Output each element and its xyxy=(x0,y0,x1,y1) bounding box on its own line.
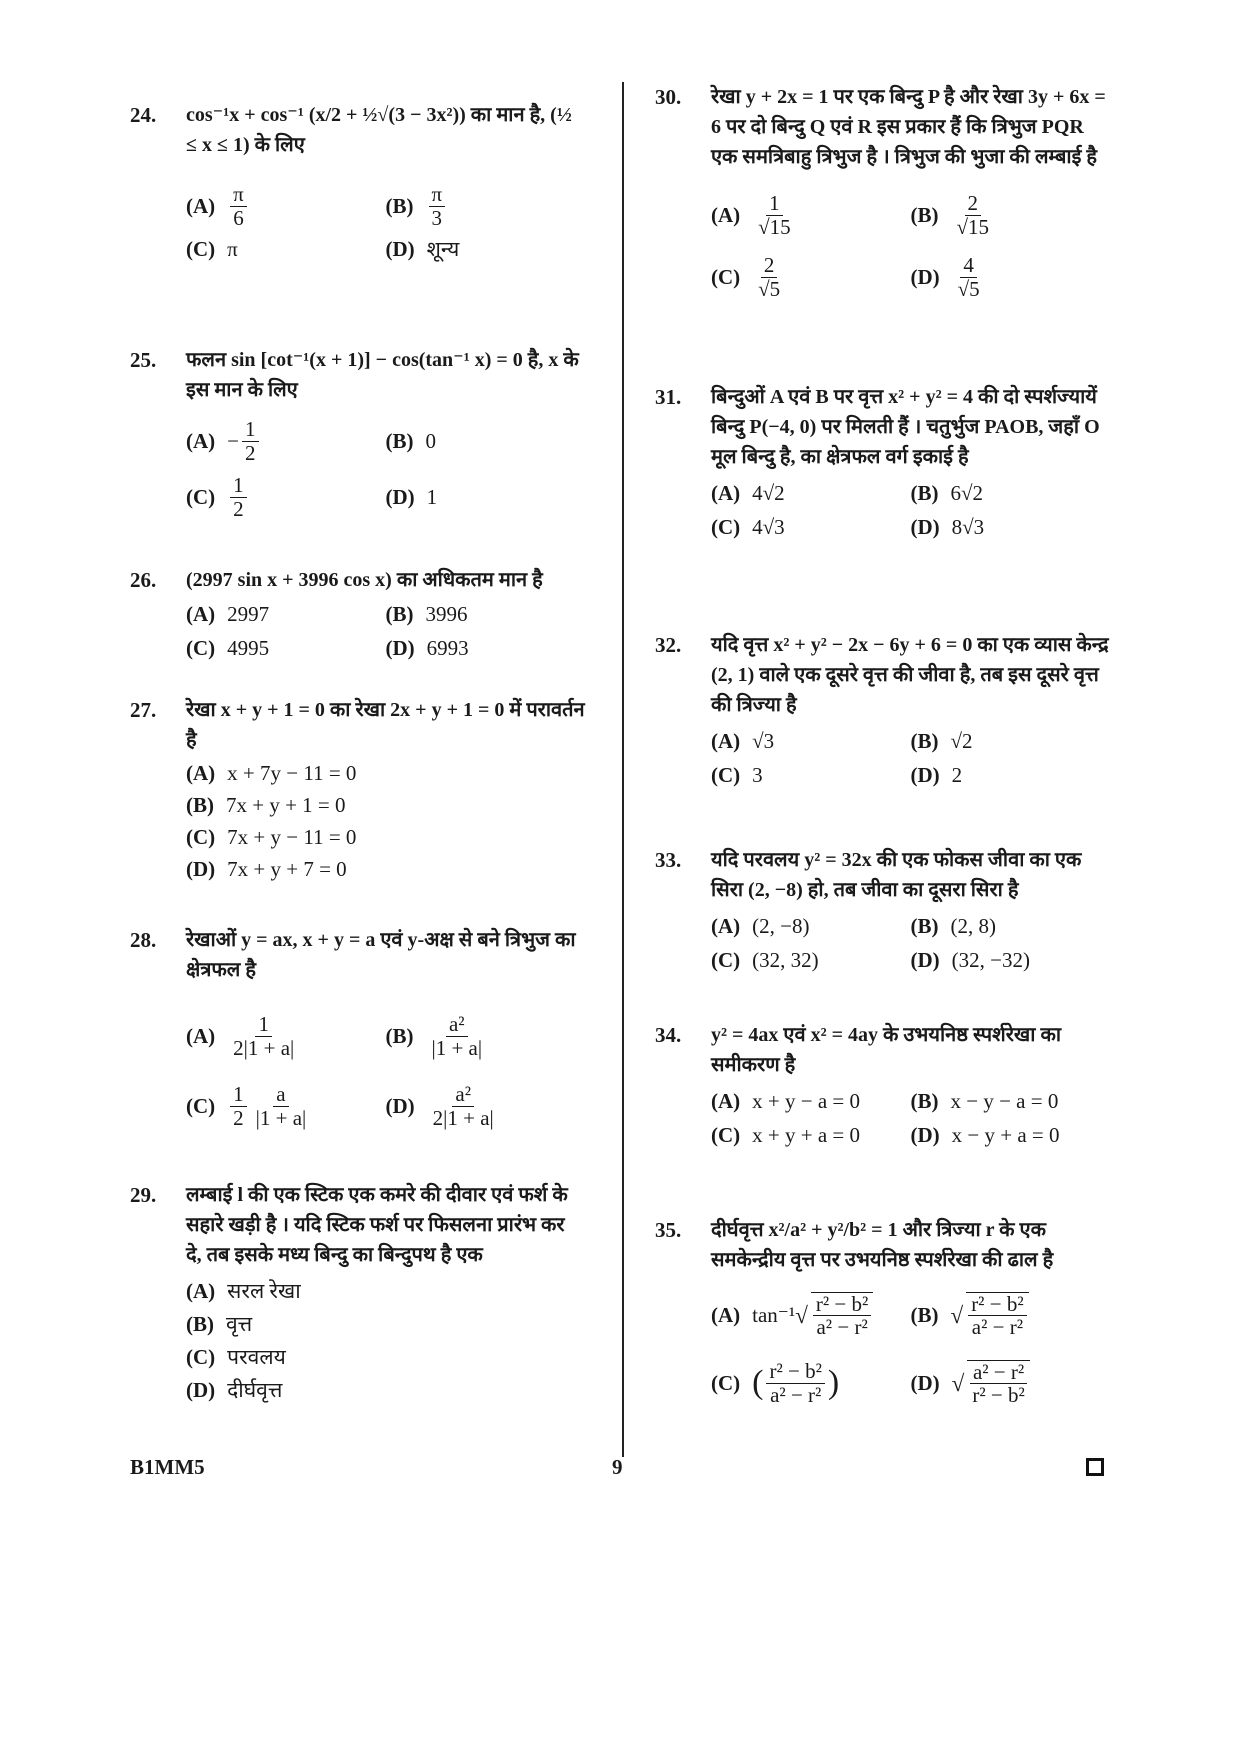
question-29 xyxy=(130,1180,585,1406)
fraction: $\frac{1}{2}$ xyxy=(242,418,259,463)
option-a[interactable]: (A) x + y − a = 0 xyxy=(711,1089,861,1113)
option-a[interactable]: (A) 4√2 xyxy=(711,481,785,505)
option-c[interactable]: (C) 3 xyxy=(711,763,763,787)
fraction: $\frac{\text{r² − b²}}{\text{a² − r²}}$ xyxy=(966,1292,1028,1338)
option-c[interactable]: (C) x + y + a = 0 xyxy=(711,1123,861,1147)
options xyxy=(711,724,1110,792)
question-24 xyxy=(130,100,585,266)
option-d[interactable]: (D) 7x + y + 7 = 0 xyxy=(186,857,347,881)
option-a[interactable]: (A) √3 xyxy=(711,729,775,753)
square-mark-icon xyxy=(1086,1458,1104,1476)
question-text: लम्बाई l की एक स्टिक एक कमरे की दीवार एवं फर्श के सहारे खड़ी है । यदि स्टिक फर्श पर फिसलना प्रारंभ कर दे, तब इसके मध्य बिन्दु का बिन्दुपथ है एक xyxy=(186,1184,568,1266)
question-number: 34. xyxy=(655,1023,682,1047)
option-d[interactable]: (D) 2 xyxy=(910,763,963,787)
options xyxy=(711,1281,1110,1417)
option-a[interactable]: (A) (2, −8) xyxy=(711,914,810,938)
option-a[interactable]: (A) 2997 xyxy=(186,602,270,626)
option-b[interactable]: (B) 0 xyxy=(385,429,436,453)
option-c[interactable]: (C) (32, 32) xyxy=(711,948,819,972)
question-text: (2997 sin x + 3996 cos x) का अधिकतम मान है xyxy=(186,569,543,591)
option-d[interactable]: (D) 8√3 xyxy=(910,515,985,539)
option-c[interactable]: (C) $\frac{1}{2}$ $\frac{a}{|1 + a|}$ xyxy=(186,1083,386,1128)
option-b[interactable]: (B) x − y − a = 0 xyxy=(910,1089,1059,1113)
question-number: 35. xyxy=(655,1218,682,1242)
question-30 xyxy=(655,82,1110,308)
fraction: $\frac{\text{a²}}{|1 + a|}$ xyxy=(431,1012,483,1060)
option-d[interactable]: (D) $\frac{4}{√5}$ xyxy=(911,254,1111,299)
option-d[interactable]: (D) शून्य xyxy=(385,237,460,261)
fraction: $\frac{1}{2}$ xyxy=(230,1083,247,1128)
question-35 xyxy=(655,1215,1110,1417)
option-d[interactable]: (D) 1 xyxy=(385,485,438,509)
option-b[interactable]: (B) 3996 xyxy=(385,602,468,626)
option-c[interactable]: (C) 4√3 xyxy=(711,515,785,539)
option-c[interactable]: (C) 7x + y − 11 = 0 xyxy=(186,825,357,849)
question-text: फलन sin [cot⁻¹(x + 1)] − cos(tan⁻¹ x) = 0 है, x के इस मान के लिए xyxy=(186,349,579,401)
fraction: $\frac{\pi}{3}$ xyxy=(429,183,446,228)
question-text: रेखा y + 2x = 1 पर एक बिन्दु P है और रेखा 3y + 6x = 6 पर दो बिन्दु Q एवं R इस प्रकार हैं कि त्रिभुज PQR एक समत्रिबाहु त्रिभुज है । त्रिभुज की भुजा की लम्बाई है xyxy=(711,86,1106,168)
question-number: 30. xyxy=(655,85,682,109)
option-a[interactable]: (A) $\frac{1}{2|1 + a|}$ xyxy=(186,1013,386,1058)
option-a[interactable]: (A) − $\frac{1}{2}$ xyxy=(186,418,386,463)
option-c[interactable]: (C) π xyxy=(186,237,238,261)
question-33 xyxy=(655,845,1110,977)
question-32 xyxy=(655,630,1110,792)
fraction: $\frac{\pi}{6}$ xyxy=(230,183,247,228)
question-text: यदि वृत्त x² + y² − 2x − 6y + 6 = 0 का एक व्यास केन्द्र (2, 1) वाले एक दूसरे वृत्त की जीवा है, तब इस दूसरे वृत्त की त्रिज्या है xyxy=(711,634,1109,716)
question-text: रेखा x + y + 1 = 0 का रेखा 2x + y + 1 = 0 में परावर्तन है xyxy=(186,699,585,751)
question-text: cos⁻¹x + cos⁻¹ (x/2 + ½√(3 − 3x²)) का मान है, (½ ≤ x ≤ 1) के लिए xyxy=(186,104,572,156)
radical-icon: √ xyxy=(950,1302,964,1328)
radical-icon: √ xyxy=(951,1370,965,1396)
options xyxy=(186,1274,585,1406)
question-number: 32. xyxy=(655,633,682,657)
question-text: बिन्दुओं A एवं B पर वृत्त x² + y² = 4 की दो स्पर्शज्यायें बिन्दु P(−4, 0) पर मिलती हैं । चतुर्भुज PAOB, जहाँ O मूल बिन्दु है, का क्षेत्रफल वर्ग इकाई है xyxy=(711,386,1100,468)
option-a[interactable]: (A) $\frac{1}{√15}$ xyxy=(711,192,911,237)
page-number: 9 xyxy=(612,1455,623,1479)
option-c[interactable]: (C) 4995 xyxy=(186,636,270,660)
question-26 xyxy=(130,565,585,665)
option-b[interactable]: (B) (2, 8) xyxy=(910,914,996,938)
options xyxy=(711,1084,1110,1152)
fraction: $\frac{2}{√5}$ xyxy=(758,253,781,301)
option-b[interactable]: (B) $\frac{2}{√15}$ xyxy=(911,192,1111,237)
question-34 xyxy=(655,1020,1110,1152)
question-27 xyxy=(130,695,585,885)
column-divider xyxy=(622,82,624,1457)
option-d[interactable]: (D) √ $\frac{\text{a² − r²}}{\text{r² − b²}}$ xyxy=(911,1360,1111,1406)
fraction: $\frac{1}{√15}$ xyxy=(758,191,791,239)
option-d[interactable]: (D) दीर्घवृत्त xyxy=(186,1377,283,1402)
question-number: 27. xyxy=(130,698,157,722)
option-d[interactable]: (D) $\frac{\text{a²}}{2|1 + a|}$ xyxy=(386,1083,586,1128)
option-c[interactable]: (C) $\frac{1}{2}$ xyxy=(186,474,386,519)
option-c[interactable]: (C) ( $\frac{\text{r² − b²}}{\text{a² − r²}}$ ) xyxy=(711,1359,840,1407)
option-b[interactable]: (B) 7x + y + 1 = 0 xyxy=(186,793,346,817)
option-a[interactable]: (A) सरल रेखा xyxy=(186,1278,301,1303)
fraction: $\frac{1}{2}$ xyxy=(230,474,247,519)
question-number: 31. xyxy=(655,385,682,409)
fraction: $\frac{\text{a²}}{2|1 + a|}$ xyxy=(432,1082,494,1130)
question-number: 28. xyxy=(130,928,157,952)
option-a[interactable]: (A) $\frac{\pi}{6}$ xyxy=(186,183,386,228)
options xyxy=(186,597,585,665)
fraction: $\frac{\text{r² − b²}}{\text{a² − r²}}$ xyxy=(766,1360,824,1405)
question-text: दीर्घवृत्त x²/a² + y²/b² = 1 और त्रिज्या r के एक समकेन्द्रीय वृत्त पर उभयनिष्ठ स्पर्शरेखा की ढाल है xyxy=(711,1219,1054,1271)
fraction: $\frac{\text{r² − b²}}{\text{a² − r²}}$ xyxy=(811,1292,873,1338)
question-number: 26. xyxy=(130,568,157,592)
options xyxy=(711,184,1110,308)
option-b[interactable]: (B) $\frac{\pi}{3}$ xyxy=(386,183,586,228)
question-number: 25. xyxy=(130,348,157,372)
options xyxy=(186,757,585,885)
question-28 xyxy=(130,925,585,1141)
option-c[interactable]: (C) परवलय xyxy=(186,1344,286,1369)
options xyxy=(186,413,585,525)
options xyxy=(186,180,585,266)
option-c[interactable]: (C) $\frac{2}{√5}$ xyxy=(711,254,911,299)
question-number: 29. xyxy=(130,1183,157,1207)
question-number: 24. xyxy=(130,103,157,127)
fraction: $\frac{\text{a² − r²}}{\text{r² − b²}}$ xyxy=(967,1360,1029,1406)
fraction: $\frac{4}{√5}$ xyxy=(957,253,980,301)
option-b[interactable]: (B) $\frac{\text{a²}}{|1 + a|}$ xyxy=(386,1013,586,1058)
option-a[interactable]: (A) x + 7y − 11 = 0 xyxy=(186,761,357,785)
option-a[interactable]: (A) tan⁻¹ √ $\frac{\text{r² − b²}}{\text{a² − r²}}$ xyxy=(711,1292,911,1338)
question-text: यदि परवलय y² = 32x की एक फोकस जीवा का एक सिरा (2, −8) हो, तब जीवा का दूसरा सिरा है xyxy=(711,849,1082,901)
option-b[interactable]: (B) √ $\frac{\text{r² − b²}}{\text{a² − r²}}$ xyxy=(911,1292,1111,1338)
question-25 xyxy=(130,345,585,525)
fraction: $\frac{2}{√15}$ xyxy=(956,191,990,239)
fraction: $\frac{1}{2|1 + a|}$ xyxy=(233,1012,295,1060)
question-text: रेखाओं y = ax, x + y = a एवं y-अक्ष से बने त्रिभुज का क्षेत्रफल है xyxy=(186,929,576,981)
option-b[interactable]: (B) वृत्त xyxy=(186,1311,253,1336)
option-d[interactable]: (D) x − y + a = 0 xyxy=(910,1123,1060,1147)
question-text: y² = 4ax एवं x² = 4ay के उभयनिष्ठ स्पर्शरेखा का समीकरण है xyxy=(711,1024,1062,1076)
question-number: 33. xyxy=(655,848,682,872)
option-d[interactable]: (D) 6993 xyxy=(385,636,469,660)
fraction: $\frac{a}{|1 + a|}$ xyxy=(255,1082,307,1130)
option-b[interactable]: (B) 6√2 xyxy=(910,481,984,505)
options xyxy=(711,476,1110,544)
options xyxy=(186,1001,585,1141)
question-31 xyxy=(655,382,1110,544)
radical-icon: √ xyxy=(795,1302,808,1328)
option-d[interactable]: (D) (32, −32) xyxy=(910,948,1030,972)
booklet-code: B1MM5 xyxy=(130,1455,205,1479)
option-b[interactable]: (B) √2 xyxy=(910,729,973,753)
options xyxy=(711,909,1110,977)
